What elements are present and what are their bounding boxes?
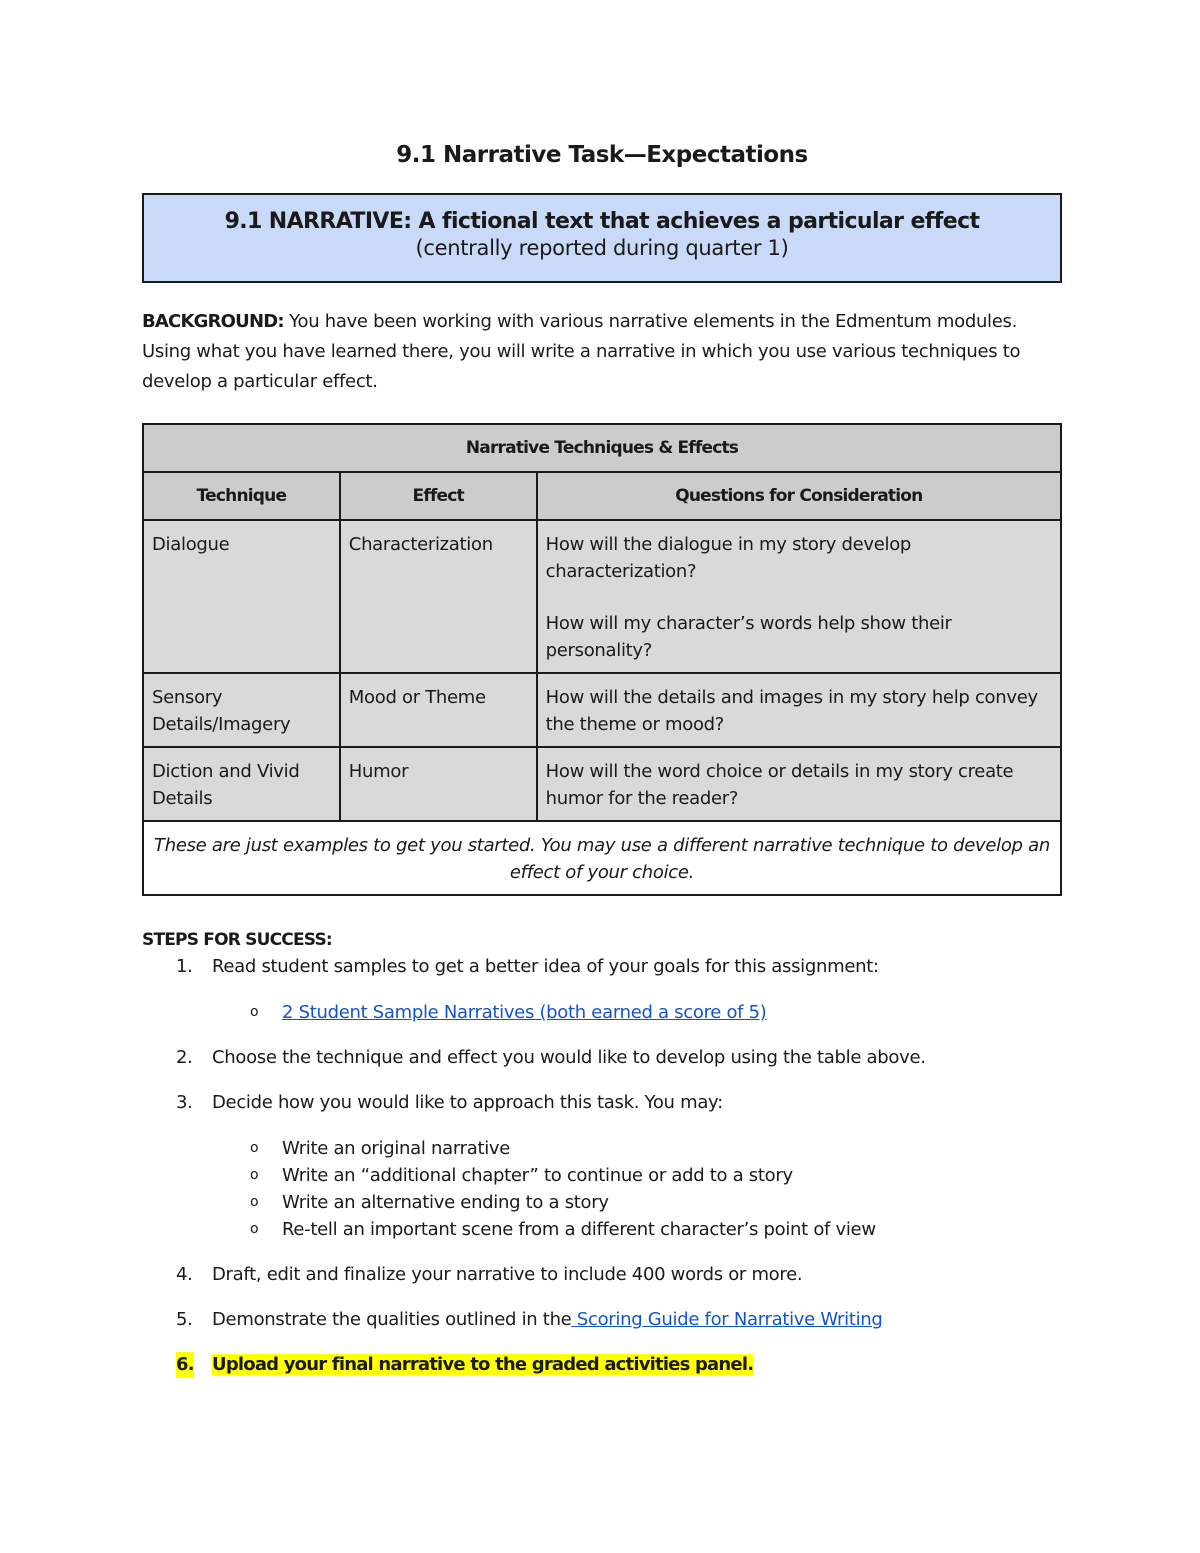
steps-section — [142, 930, 1062, 1378]
questions-cell — [537, 747, 1061, 821]
effect-cell: Characterization — [340, 520, 537, 673]
technique-cell: Sensory Details/Imagery — [143, 673, 340, 747]
step-text: Choose the technique and effect you would like to develop using the table above. — [212, 1047, 926, 1068]
step-item — [142, 1045, 1062, 1071]
question-text: How will my character’s words help show their personality? — [545, 613, 952, 661]
student-samples-link[interactable]: 2 Student Sample Narratives (both earned a score of 5) — [282, 1002, 767, 1023]
technique-cell: Diction and Vivid Details — [143, 747, 340, 821]
table-row — [143, 747, 1061, 821]
step-item — [142, 1262, 1062, 1288]
background-label: BACKGROUND: — [142, 311, 284, 332]
question-text: How will the word choice or details in my story create humor for the reader? — [545, 761, 1014, 809]
table-row — [143, 673, 1061, 747]
questions-cell — [537, 520, 1061, 673]
scoring-guide-link[interactable]: Scoring Guide for Narrative Writing — [571, 1309, 883, 1330]
subitem-text: Re-tell an important scene from a different character’s point of view — [282, 1219, 876, 1240]
banner-heading: 9.1 NARRATIVE: A fictional text that achieves a particular effect — [224, 209, 980, 234]
column-header-questions: Questions for Consideration — [537, 472, 1061, 520]
subitem-text: Write an “additional chapter” to continue or add to a story — [282, 1165, 793, 1186]
step-text: Decide how you would like to approach this task. You may: — [212, 1092, 723, 1113]
column-header-effect: Effect — [340, 472, 537, 520]
step-number: 5. — [176, 1309, 193, 1330]
effect-cell: Humor — [340, 747, 537, 821]
table-row — [143, 520, 1061, 673]
step-number: 2. — [176, 1047, 193, 1068]
bullet-icon: o — [250, 1004, 259, 1020]
question-text: How will the dialogue in my story develop characterization? — [545, 534, 912, 582]
step-number: 3. — [176, 1092, 193, 1113]
step-number: 4. — [176, 1264, 193, 1285]
table-caption: Narrative Techniques & Effects — [143, 424, 1061, 472]
techniques-table — [142, 423, 1062, 896]
assignment-banner — [142, 193, 1062, 283]
effect-cell: Mood or Theme — [340, 673, 537, 747]
step-item — [142, 1307, 1062, 1333]
step-number: 1. — [176, 956, 193, 977]
step-text: Read student samples to get a better idea of your goals for this assignment: — [212, 956, 879, 977]
step-subitem — [142, 1189, 1062, 1216]
step-item — [142, 954, 1062, 980]
bullet-icon: o — [250, 1221, 259, 1237]
step-subitem — [142, 1135, 1062, 1162]
step-text: Demonstrate the qualities outlined in the — [212, 1309, 572, 1330]
bullet-icon: o — [250, 1194, 259, 1210]
step-subitem — [142, 1216, 1062, 1243]
column-header-technique: Technique — [143, 472, 340, 520]
steps-heading: STEPS FOR SUCCESS: — [142, 930, 332, 950]
subitem-text: Write an alternative ending to a story — [282, 1192, 609, 1213]
questions-cell — [537, 673, 1061, 747]
question-text: How will the details and images in my story help convey the theme or mood? — [545, 687, 1038, 735]
step-number: 6. — [176, 1352, 194, 1378]
bullet-icon: o — [250, 1167, 259, 1183]
step-subitem — [142, 999, 1062, 1026]
step-text: Draft, edit and finalize your narrative to include 400 words or more. — [212, 1264, 803, 1285]
bullet-icon: o — [250, 1140, 259, 1156]
step-text-highlighted: Upload your final narrative to the graded activities panel. — [212, 1354, 754, 1375]
step-subitem — [142, 1162, 1062, 1189]
step-item — [142, 1352, 1062, 1378]
banner-subheading: (centrally reported during quarter 1) — [415, 236, 789, 260]
background-paragraph — [142, 307, 1062, 397]
table-footer-note: These are just examples to get you started. You may use a different narrative technique to develop an effect of your choice. — [143, 821, 1061, 895]
step-item — [142, 1090, 1062, 1116]
background-text: You have been working with various narrative elements in the Edmentum modules. Using what you have learned there, you will write a narrative in which you use various techniques to develop a particular effect. — [142, 311, 1021, 392]
page-title: 9.1 Narrative Task—Expectations — [396, 142, 808, 168]
technique-cell: Dialogue — [143, 520, 340, 673]
subitem-text: Write an original narrative — [282, 1138, 511, 1159]
